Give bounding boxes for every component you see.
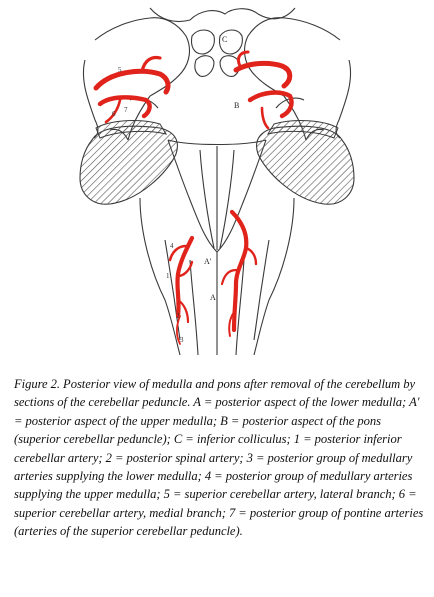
- right-ventricle-line: [220, 150, 234, 248]
- left-gracile-line: [190, 260, 198, 355]
- right-medullary-branch: [222, 270, 236, 284]
- figure-caption: [14, 375, 424, 541]
- right-lower-colliculus: [220, 56, 239, 77]
- label-B: B: [234, 101, 240, 110]
- figure-number-label: Figure 2.: [14, 377, 60, 391]
- label-1: 1: [166, 272, 170, 280]
- right-peduncle-section: [257, 126, 354, 204]
- left-colliculus: [191, 30, 214, 54]
- left-sca-lateral: [96, 71, 168, 92]
- label-2: 2: [176, 312, 180, 320]
- right-upper-lobe: [245, 18, 340, 96]
- right-sca-twig: [262, 108, 268, 128]
- left-lateral-edge: [83, 60, 98, 138]
- ventricle-top-edge: [168, 140, 266, 145]
- left-ventricle-line: [200, 150, 214, 248]
- label-6-left: 6: [112, 110, 116, 118]
- label-C: C: [222, 35, 228, 44]
- label-A: A: [210, 293, 216, 302]
- label-3: 3: [180, 336, 184, 344]
- left-peduncle-section: [80, 126, 177, 204]
- right-sca-medial: [250, 93, 292, 116]
- label-4: 4: [170, 242, 174, 250]
- label-5-left: 5: [118, 66, 122, 74]
- caption-text: Posterior view of medulla and pons after removal of the cerebellum by sections of the cerebellar peduncle. A = posterior aspect of the lower medulla; A′ = posterior aspect of the upper medulla; B = posterior aspect of the pons (superior cerebellar peduncle); C = inferior colliculus; 1 = posterior inferior cerebellar artery; 2 = posterior spinal artery; 3 = posterior group of medullary arteries supplying the lower medulla; 4 = posterior group of medullary arteries supplying the upper medulla; 5 = superior cerebellar artery, lateral branch; 6 = superior cerebellar artery, medial branch; 7 = posterior group of pontine arteries (arteries of the superior cerebellar peduncle).: [14, 377, 424, 539]
- label-7-left: 7: [124, 106, 128, 114]
- right-medulla-edge: [254, 198, 294, 355]
- left-lower-colliculus: [195, 56, 214, 77]
- left-medulla-edge: [140, 198, 180, 355]
- right-lateral-edge: [336, 60, 351, 138]
- left-upper-lobe: [95, 18, 189, 96]
- label-A-prime: A': [204, 257, 212, 266]
- midbrain-top: [150, 8, 295, 22]
